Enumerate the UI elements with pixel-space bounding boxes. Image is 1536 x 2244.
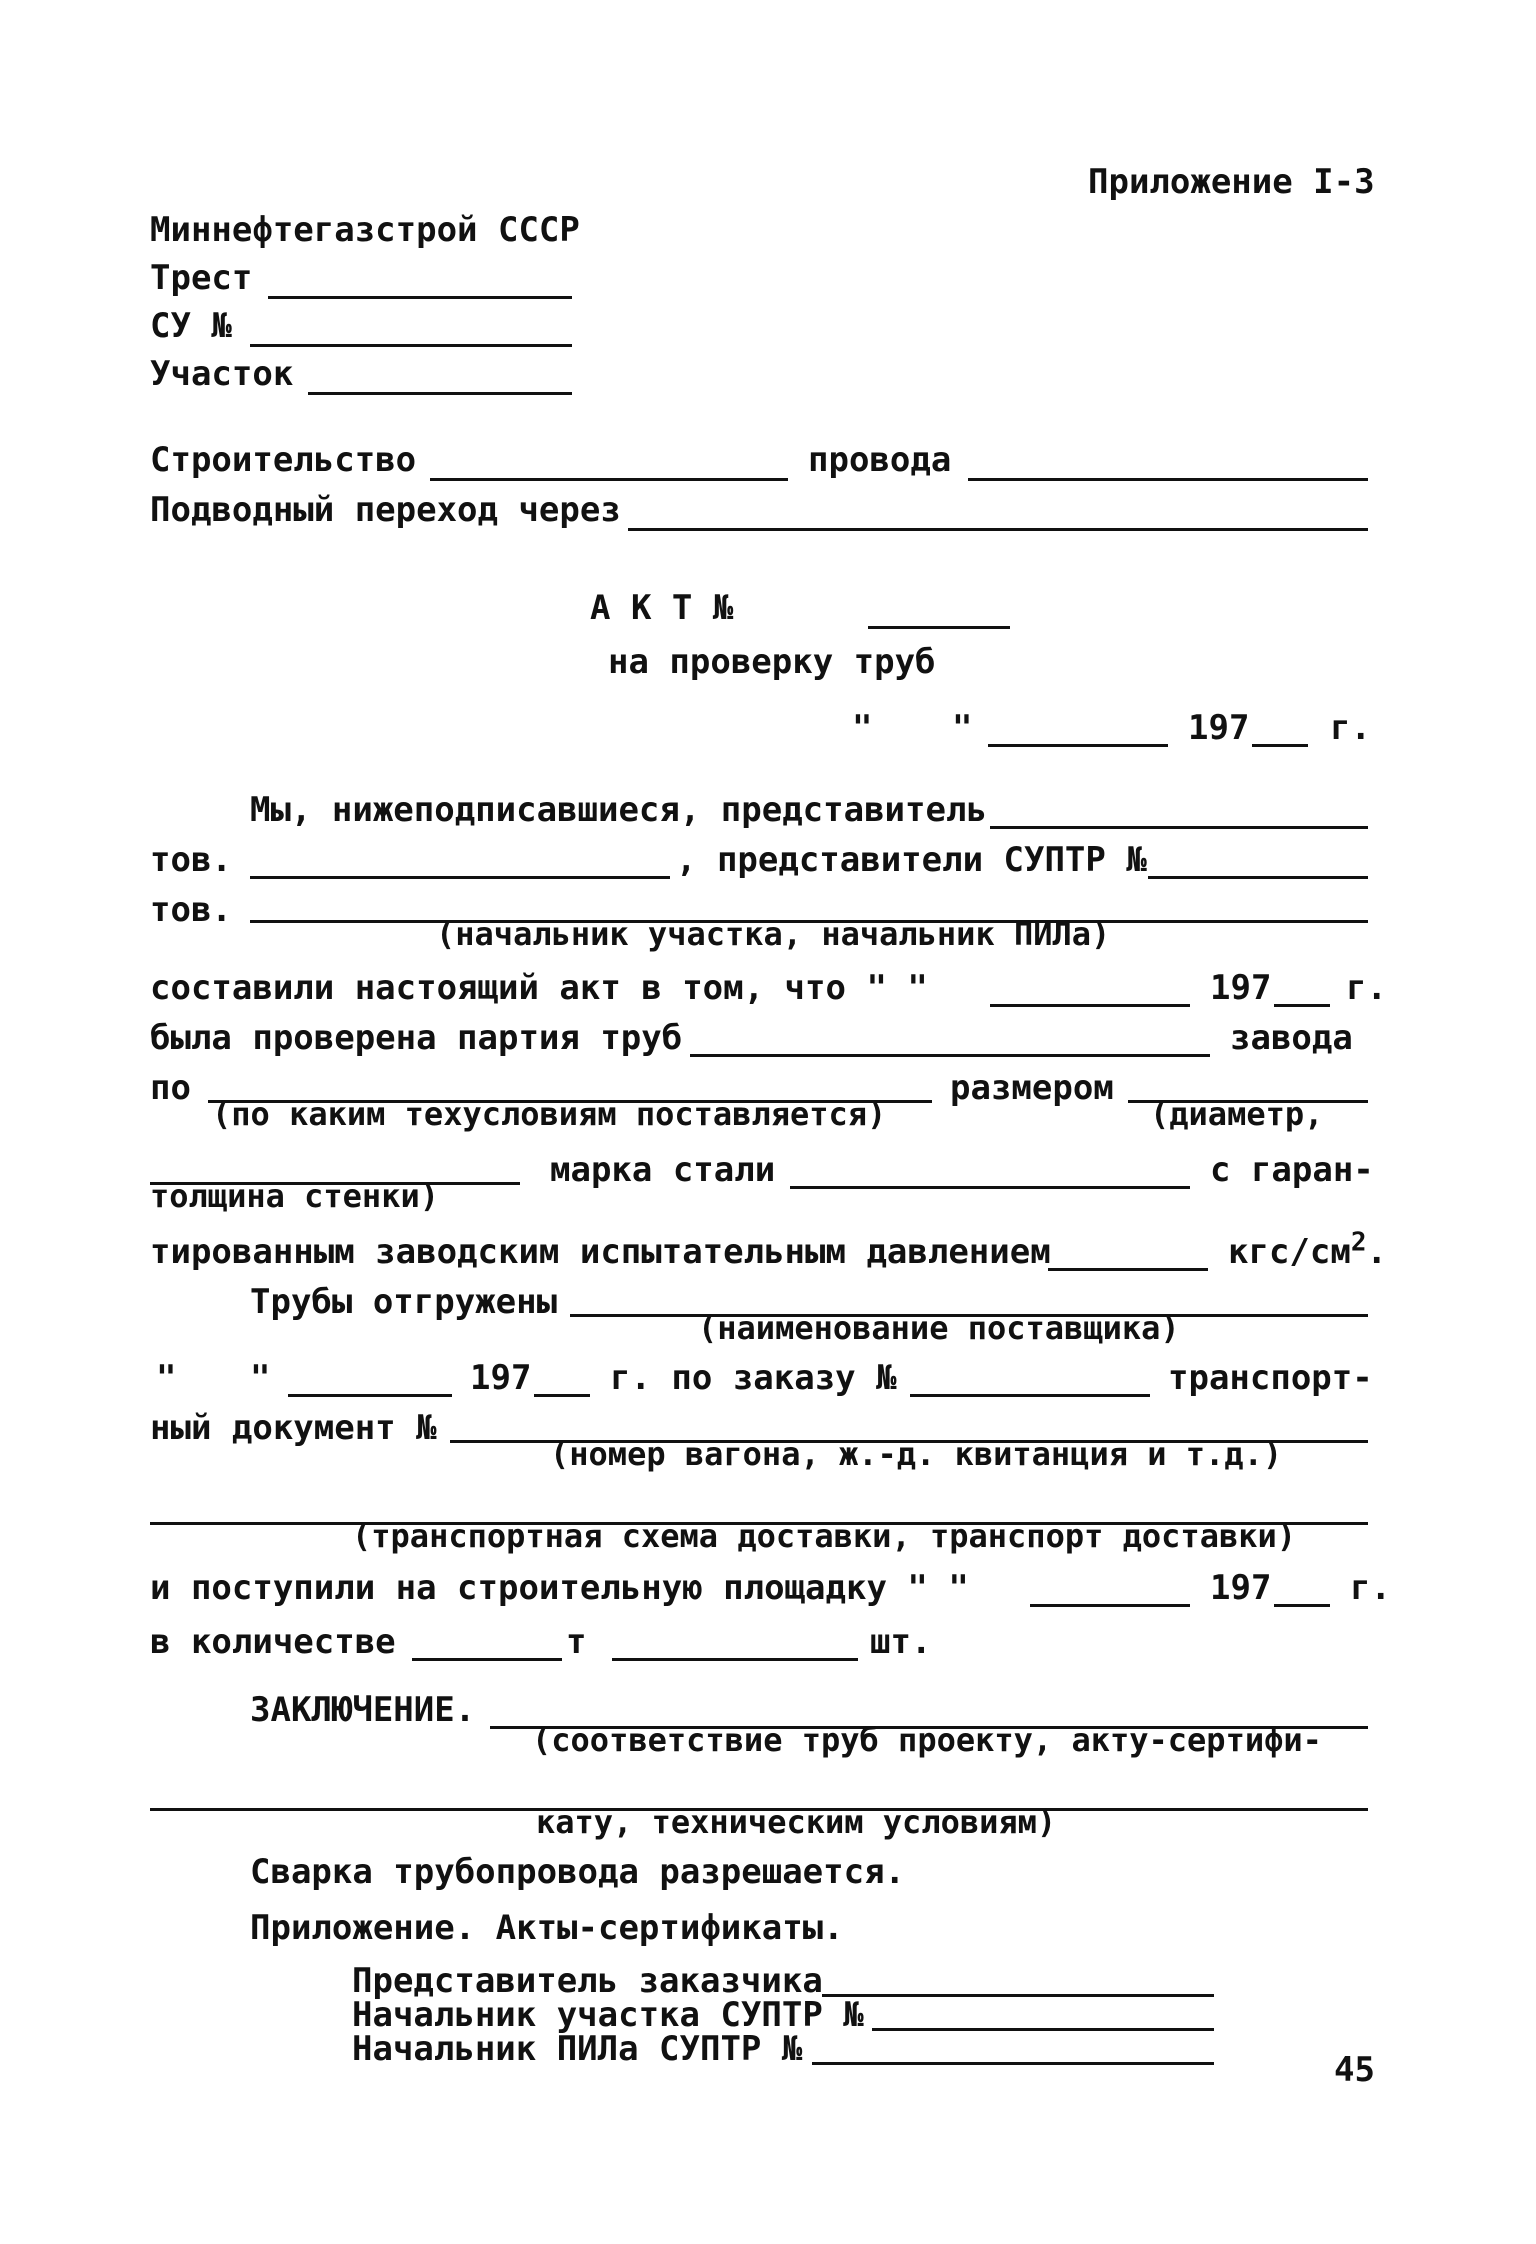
tonnes-unit: т (566, 1622, 587, 1662)
zakaz-number-field[interactable] (910, 1394, 1150, 1397)
tov1-field[interactable] (250, 876, 670, 879)
caption-tolshchina: толщина стенки) (150, 1177, 439, 1215)
svarka-text: Сварка трубопровода разрешается. (250, 1852, 906, 1892)
signature-zakazchik-field[interactable] (822, 1994, 1214, 1997)
partiya-field[interactable] (690, 1054, 1210, 1057)
trest-label: Трест (150, 258, 253, 298)
provoda-label: провода (808, 440, 952, 480)
marka-stali-label: марка стали (550, 1150, 776, 1190)
kolichestvo-label: в количестве (150, 1622, 396, 1662)
kgs-unit: кгс/$см^2$. (1228, 1227, 1387, 1272)
caption-nachalnik: (начальник участка, начальник ПИЛа) (436, 915, 1111, 953)
stroitelstvo-field[interactable] (430, 478, 788, 481)
uchastok-field[interactable] (308, 392, 572, 395)
act-title: А К Т № (590, 588, 734, 628)
su-number-field[interactable] (250, 344, 572, 347)
act-number-field[interactable] (868, 626, 1010, 629)
po-label: по (150, 1068, 191, 1108)
perehod-field[interactable] (628, 528, 1368, 531)
signature-nach-uchastka-field[interactable] (872, 2028, 1214, 2031)
caption-tehusloviya: (по каким техусловиям поставляется) (212, 1095, 887, 1133)
conclusion-label: ЗАКЛЮЧЕНИЕ. (250, 1690, 476, 1730)
otgruzka-year-field[interactable] (534, 1394, 590, 1397)
tonnes-field[interactable] (412, 1658, 562, 1661)
zavoda-label: завода (1230, 1018, 1353, 1058)
postupili-date-field[interactable] (1030, 1604, 1190, 1607)
sostavili-year: 197 (1210, 968, 1272, 1008)
signature-nach-pila-field[interactable] (812, 2062, 1214, 2065)
caption-conclusion-2: кату, техническим условиям) (536, 1803, 1057, 1841)
year-2: 197 (470, 1358, 532, 1398)
otgruzka-date-field[interactable] (288, 1394, 452, 1397)
caption-shema: (транспортная схема доставки, транспорт доставки) (352, 1517, 1297, 1555)
act-year-g: г. (1330, 708, 1371, 748)
zakaz-label: г. по заказу № (610, 1358, 897, 1398)
truby-label: Трубы отгружены (250, 1282, 558, 1322)
razmerom-label: размером (950, 1068, 1114, 1108)
prilozhenie-text: Приложение. Акты-сертификаты. (250, 1908, 844, 1948)
tov2-label: тов. (150, 890, 232, 930)
sostavili-date-field[interactable] (990, 1004, 1190, 1007)
signature-zakazchik-label: Представитель заказчика (352, 1961, 823, 2001)
quote-open-2: " (156, 1358, 177, 1398)
postupili-text: и поступили на строительную площадку " " (150, 1568, 969, 1608)
appendix-label: Приложение I-3 (1088, 162, 1375, 202)
caption-vagon: (номер вагона, ж.-д. квитанция и т.д.) (550, 1435, 1283, 1473)
davlenie-text: тированным заводским испытательным давлением (150, 1232, 1051, 1272)
quote-close-2: " (250, 1358, 271, 1398)
davlenie-field[interactable] (1048, 1268, 1208, 1271)
date-quote-close: " (952, 708, 973, 748)
s-garan-label: с гаран- (1210, 1150, 1374, 1190)
trest-field[interactable] (268, 296, 572, 299)
caption-diametr: (диаметр, (1150, 1095, 1324, 1133)
stroitelstvo-label: Строительство (150, 440, 417, 480)
act-date-field[interactable] (988, 744, 1168, 747)
proverena-text: была проверена партия труб (150, 1018, 683, 1058)
suptr-number-field[interactable] (1148, 876, 1368, 879)
su-label: СУ № (150, 306, 232, 346)
postupili-year: 197 (1210, 1568, 1272, 1608)
perehod-label: Подводный переход через (150, 490, 621, 530)
line-predstavitel: Мы, нижеподписавшиеся, представитель (250, 790, 987, 830)
ministry-name: Миннефтегазстрой СССР (150, 210, 580, 250)
act-year-field[interactable] (1252, 744, 1308, 747)
uchastok-label: Участок (150, 354, 294, 394)
signature-nach-pila-label: Начальник ПИЛа СУПТР № (352, 2029, 803, 2069)
transport-label: транспорт- (1168, 1358, 1373, 1398)
caption-conclusion-1: (соответствие труб проекту, акту-сертифи- (532, 1721, 1322, 1759)
postupili-g: г. (1350, 1568, 1391, 1608)
pieces-field[interactable] (612, 1658, 858, 1661)
marka-stali-field[interactable] (790, 1186, 1190, 1189)
signature-nach-uchastka-label: Начальник участка СУПТР № (352, 1995, 864, 2035)
postupili-year-field[interactable] (1274, 1604, 1330, 1607)
rep-suptr-label: , представители СУПТР № (676, 840, 1147, 880)
page-number: 45 (1334, 2050, 1375, 2090)
date-quote-open: " (852, 708, 873, 748)
dokument-label: ный документ № (150, 1408, 437, 1448)
sostavili-year-field[interactable] (1274, 1004, 1330, 1007)
caption-postavshchik: (наименование поставщика) (698, 1309, 1180, 1347)
predstavitel-field[interactable] (990, 826, 1368, 829)
pieces-unit: шт. (870, 1622, 932, 1662)
sostavili-g: г. (1346, 968, 1387, 1008)
act-subtitle: на проверку труб (608, 642, 936, 682)
tov1-label: тов. (150, 840, 232, 880)
provoda-field[interactable] (968, 478, 1368, 481)
sostavili-text: составили настоящий акт в том, что " " (150, 968, 928, 1008)
act-year: 197 (1188, 708, 1250, 748)
